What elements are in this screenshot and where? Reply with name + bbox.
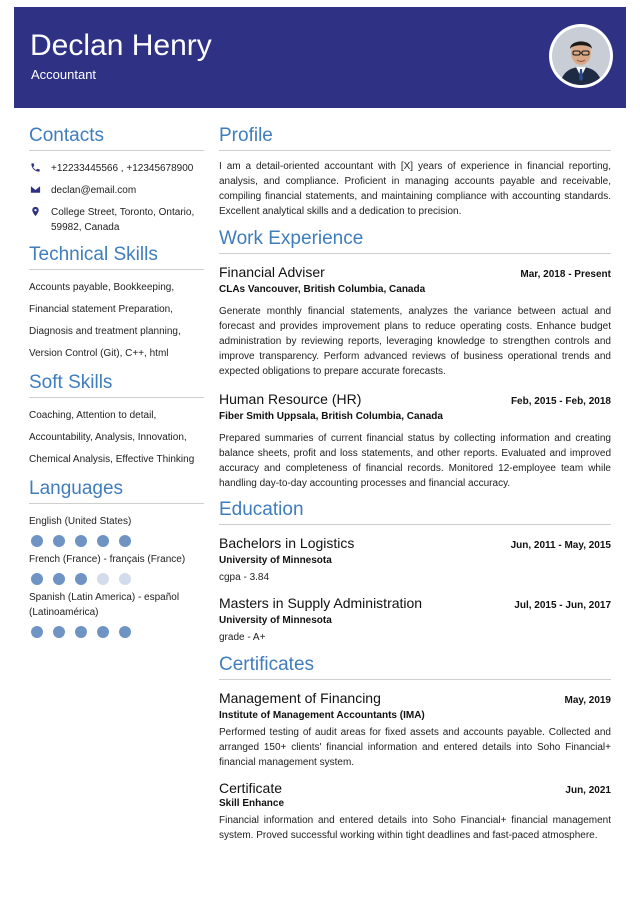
language-list	[29, 514, 204, 638]
contacts-heading: Contacts	[29, 126, 204, 151]
job-date: Mar, 2018 - Present	[520, 268, 611, 280]
education-heading: Education	[219, 500, 611, 525]
school-name: University of Minnesota	[219, 554, 332, 566]
profile-heading: Profile	[219, 126, 611, 151]
rating-dot-empty	[119, 573, 131, 585]
soft-skills-heading: Soft Skills	[29, 373, 204, 398]
work-experience-heading: Work Experience	[219, 229, 611, 254]
address-text: College Street, Toronto, Ontario, 59982, Canada	[51, 206, 195, 233]
soft-skill-item: Accountability, Analysis, Innovation,	[29, 431, 187, 443]
rating-dot-filled	[97, 626, 109, 638]
work-entry	[219, 264, 611, 379]
rating-dot-filled	[53, 535, 65, 547]
soft-skill-item: Chemical Analysis, Effective Thinking	[29, 453, 195, 465]
rating-dot-filled	[31, 535, 43, 547]
languages-heading: Languages	[29, 479, 204, 504]
sidebar	[29, 126, 204, 643]
rating-dot-filled	[31, 573, 43, 585]
job-title: Financial Adviser	[219, 263, 325, 280]
certificate-entry	[219, 690, 611, 770]
technical-skill-item: Diagnosis and treatment planning,	[29, 325, 181, 337]
grade-text: grade - A+	[219, 631, 266, 643]
certificate-issuer: Skill Enhance	[219, 797, 285, 809]
degree-date: Jun, 2011 - May, 2015	[510, 539, 611, 551]
rating-dot-filled	[75, 626, 87, 638]
job-company: CLAs Vancouver, British Columbia, Canada	[219, 283, 426, 295]
job-description: Prepared summaries of current financial status by collecting information and creating balance sheets, profit and loss statements, and other reports. Evaluated and improved accuracy and completeness of financial records. Monitored 12-employee team while handling day-to-day accounting processes and financial accuracy.	[219, 432, 611, 489]
certificates-heading: Certificates	[219, 655, 611, 680]
soft-skill-item: Coaching, Attention to detail,	[29, 409, 157, 421]
rating-dot-filled	[53, 573, 65, 585]
technical-skill-item: Financial statement Preparation,	[29, 303, 173, 315]
degree-date: Jul, 2015 - Jun, 2017	[514, 599, 611, 611]
job-description: Generate monthly financial statements, analyzes the variance between actual and forecast and provides improvement plans to reduce operating costs. Enhance budget administration by reviewing reports, leveraging knowledge to strengthen controls and improve transparency. Perform advanced reviews of business operational trends and expected obligations to prepare accurate forecasts.	[219, 305, 611, 377]
language-level-rating	[31, 573, 204, 585]
language-level-rating	[31, 626, 204, 638]
work-entry	[219, 391, 611, 491]
portrait-image	[552, 27, 610, 85]
certificate-description: Financial information and entered details into Soho Financial+ financial management system. Proved successful working within tight deadlines and fast-paced atmosphere.	[219, 814, 611, 841]
technical-skill-item: Accounts payable, Bookkeeping,	[29, 281, 175, 293]
main-column	[219, 126, 611, 843]
location-pin-icon	[29, 206, 41, 218]
language-item	[29, 590, 204, 638]
rating-dot-filled	[119, 626, 131, 638]
rating-dot-filled	[75, 573, 87, 585]
education-entry	[219, 535, 611, 585]
envelope-icon	[29, 184, 41, 196]
avatar	[549, 24, 613, 88]
rating-dot-filled	[97, 535, 109, 547]
certificate-entry	[219, 780, 611, 843]
certificate-date: Jun, 2021	[565, 784, 611, 796]
phone-icon	[29, 162, 41, 174]
rating-dot-filled	[75, 535, 87, 547]
certificate-description: Performed testing of audit areas for fixed assets and accounts payable. Collected and arranged 150+ clients' financial information and entered details into Soho Financial+ financial management system.	[219, 726, 611, 768]
certificate-issuer: Institute of Management Accountants (IMA)	[219, 709, 425, 721]
language-item	[29, 514, 204, 547]
contact-email	[29, 183, 204, 198]
language-name: French (France) - français (France)	[29, 553, 186, 565]
rating-dot-empty	[97, 573, 109, 585]
resume-header	[14, 7, 626, 108]
degree-title: Bachelors in Logistics	[219, 534, 355, 551]
candidate-role: Accountant	[31, 67, 97, 82]
language-item	[29, 552, 204, 585]
job-date: Feb, 2015 - Feb, 2018	[510, 395, 611, 407]
email-text[interactable]: declan@email.com	[51, 184, 137, 196]
candidate-name: Declan Henry	[30, 29, 212, 62]
school-name: University of Minnesota	[219, 614, 332, 626]
certificate-date: May, 2019	[564, 694, 611, 706]
degree-title: Masters in Supply Administration	[219, 594, 423, 611]
language-name: Spanish (Latin America) - español (Latinoamérica)	[29, 591, 180, 618]
language-level-rating	[31, 535, 204, 547]
job-title: Human Resource (HR)	[219, 390, 362, 407]
rating-dot-filled	[31, 626, 43, 638]
contact-address	[29, 205, 204, 235]
technical-skill-item: Version Control (Git), C++, html	[29, 347, 169, 359]
rating-dot-filled	[53, 626, 65, 638]
job-company: Fiber Smith Uppsala, British Columbia, Canada	[219, 410, 443, 422]
profile-text: I am a detail-oriented accountant with [X] years of experience in financial reporting, analysis, and compliance. Proficient in managing accounts payable and receivable, compiling financial statements, and maintaining compliance with accounting standards. Excellent analytical skills and a dedication to precision.	[219, 160, 611, 217]
language-name: English (United States)	[29, 515, 132, 527]
certificate-title: Management of Financing	[219, 689, 381, 706]
technical-skills-heading: Technical Skills	[29, 245, 204, 270]
grade-text: cgpa - 3.84	[219, 571, 270, 583]
certificate-title: Certificate	[219, 779, 283, 796]
contact-phone	[29, 161, 204, 176]
rating-dot-filled	[119, 535, 131, 547]
phone-text: +12233445566 , +12345678900	[51, 162, 194, 174]
education-entry	[219, 595, 611, 645]
